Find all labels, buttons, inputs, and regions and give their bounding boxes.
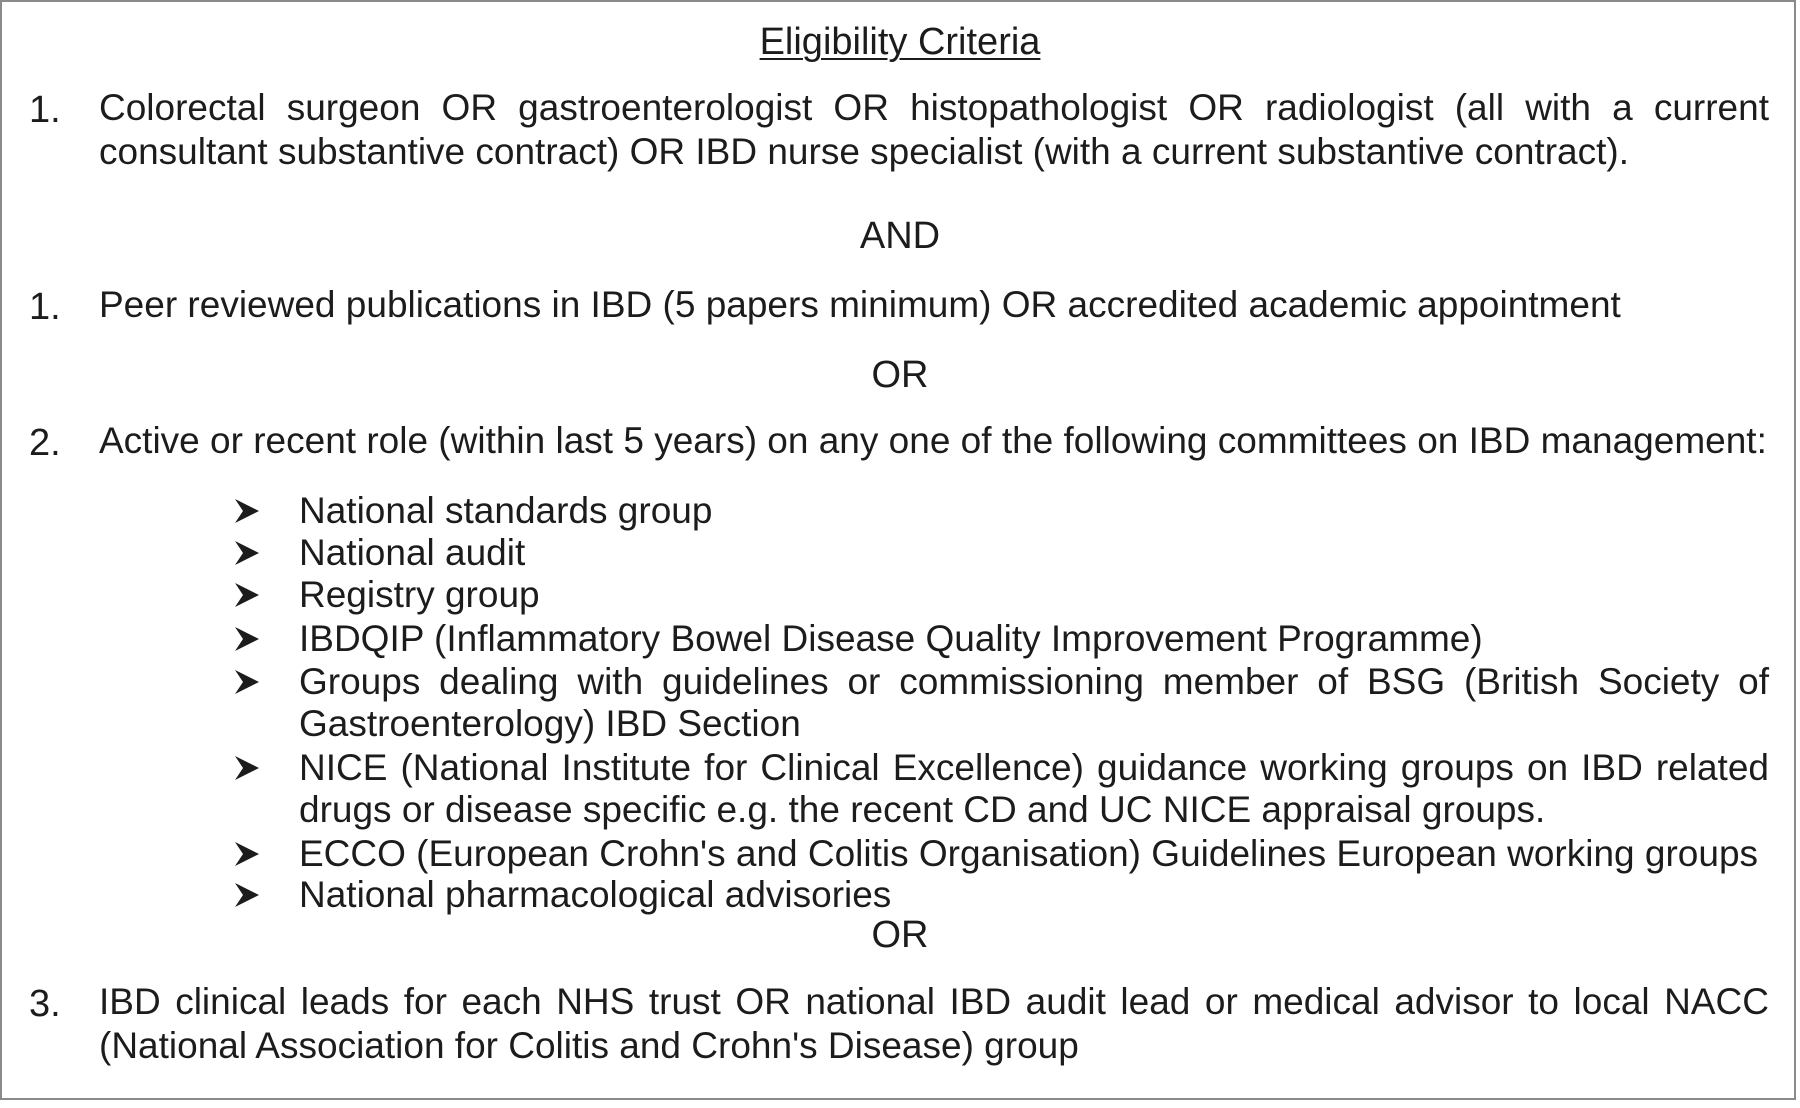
document-title: Eligibility Criteria xyxy=(759,21,1041,63)
arrow-bullet-icon xyxy=(232,667,262,697)
committee-list-item: ECCO (European Crohn's and Colitis Organisation) Guidelines European working groups xyxy=(299,833,1759,874)
item-number: 1. xyxy=(29,89,61,131)
arrow-bullet-icon xyxy=(232,624,262,654)
committee-list-item: Groups dealing with guidelines or commissioning member of BSG (British Society of Gastroenterology) IBD Section xyxy=(299,661,1769,744)
arrow-bullet-icon xyxy=(232,580,262,610)
item-number: 3. xyxy=(29,983,61,1025)
arrow-bullet-icon xyxy=(232,839,262,869)
criterion-text: IBD clinical leads for each NHS trust OR national IBD audit lead or medical advisor to local NACC (National Association for Colitis and Crohn's Disease) group xyxy=(99,981,1769,1066)
item-number: 1. xyxy=(29,286,61,328)
committee-list-item: NICE (National Institute for Clinical Excellence) guidance working groups on IBD related drugs or disease specific e.g. the recent CD and UC NICE appraisal groups. xyxy=(299,747,1769,830)
arrow-bullet-icon xyxy=(232,496,262,526)
connector-or: OR xyxy=(871,354,929,396)
committee-list-item: National audit xyxy=(299,532,526,573)
arrow-bullet-icon xyxy=(232,538,262,568)
committee-list-item: Registry group xyxy=(299,574,540,615)
arrow-bullet-icon xyxy=(232,880,262,910)
arrow-bullet-icon xyxy=(232,753,262,783)
criterion-text: Colorectal surgeon OR gastroenterologist OR histopathologist OR radiologist (all with a current consultant substantive contract) OR IBD nurse specialist (with a current substantive contract). xyxy=(99,87,1769,172)
committee-list-item: National pharmacological advisories xyxy=(299,874,892,915)
committee-list-item: National standards group xyxy=(299,490,713,531)
connector-or: OR xyxy=(871,914,929,956)
committee-list-item: IBDQIP (Inflammatory Bowel Disease Quality Improvement Programme) xyxy=(299,618,1483,659)
item-number: 2. xyxy=(29,422,61,464)
criterion-text: Active or recent role (within last 5 years) on any one of the following committees on IBD management: xyxy=(99,420,1767,461)
criterion-text: Peer reviewed publications in IBD (5 papers minimum) OR accredited academic appointment xyxy=(99,284,1621,325)
connector-and: AND xyxy=(859,215,941,257)
